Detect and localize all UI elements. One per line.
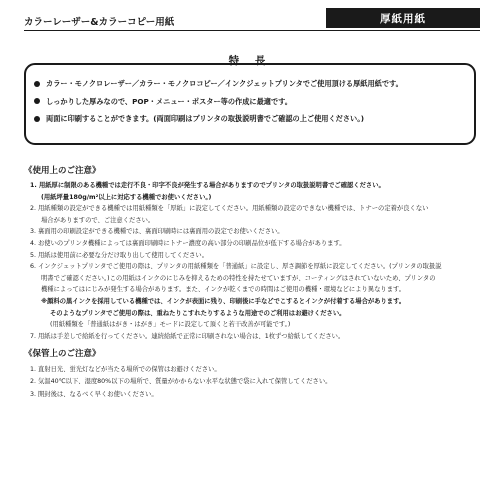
product-type-badge: 厚紙用紙: [326, 8, 480, 28]
header-divider: [24, 30, 480, 31]
storage-list: [30, 364, 480, 401]
caution-line: 場合がありますので、ご注意ください。: [41, 216, 155, 224]
caution-line: ※顔料の黒インクを採用している機種では、インクが表面に残り、印刷後に手などでこするとインクが付着する場合があります。: [41, 297, 406, 305]
caution-line: 6. インクジェットプリンタでご使用の際は、プリンタの用紙種類を「普通紙」に設定し、厚さ調節を厚紙に設定してください。(プリンタの取扱説: [30, 263, 442, 271]
caution-line: (用紙種類を「普通紙はがき・はがき」モードに設定して頂くと若干改善が可能です。): [50, 321, 291, 329]
caution-list: [30, 180, 480, 342]
storage-line: 2. 気温40℃以下、湿度80%以下の場所で、質量がかからない水平な状態で袋に入れて保管してください。: [30, 378, 332, 386]
bullet-icon: [34, 81, 40, 87]
feature-item: [34, 96, 474, 114]
caution-line: 4. お使いのプリンタ機種によっては裏面印刷時にトナー濃度の高い部分の印刷品位が低下する場合があります。: [30, 239, 346, 247]
features-title: 特 長: [228, 55, 272, 67]
caution-line: 明書でご確認ください。)この用紙はインクのにじみを抑えるための特性を持たせていますが、コーティングはされていないため、プリンタの: [41, 274, 436, 282]
storage-line: 3. 開封後は、なるべく早くお使いください。: [30, 390, 158, 398]
storage-section-title: 《保管上のご注意》: [24, 349, 101, 359]
bullet-icon: [34, 98, 40, 104]
feature-text: しっかりした厚みなので、POP・メニュー・ポスター等の作成に最適です。: [46, 96, 292, 106]
caution-line: 2. 用紙種類の設定ができる機種では用紙種類を「厚紙」に設定してください。用紙種類の設定のできない機種では、トナーの定着が良くない: [30, 205, 429, 213]
features-list: [34, 78, 474, 131]
storage-line: 1. 直射日光、蛍光灯などが当たる場所での保管はお避けください。: [30, 366, 221, 373]
caution-line: 機種によってはにじみが発生する場合があります。また、インクが乾くまでの時間はご使用の機種・環境などにより異なります。: [41, 286, 406, 294]
feature-text: 両面に印刷することができます。(両面印刷はプリンタの取扱説明書でご確認の上ご使用ください。): [46, 114, 365, 123]
caution-line: 7. 用紙は手差しで給紙を行ってください。連続給紙で正常に印刷されない場合は、1枚ずつ給紙してください。: [30, 332, 345, 340]
feature-item: [34, 78, 474, 96]
caution-line: 5. 用紙は使用前に必要な分だけ取り出して使用してください。: [30, 251, 209, 259]
caution-line: そのようなプリンタでご使用の際は、重ねたりこすれたりするような用途でのご利用はお避けください。: [50, 309, 346, 317]
caution-line: 1. 用紙厚に制限のある機種では走行不良・印字不良が発生する場合がありますのでプリンタの取扱説明書でご確認ください。: [30, 182, 385, 189]
feature-text: カラー・モノクロレーザー／カラー・モノクロコピー／インクジェットプリンタでご使用頂ける厚紙用紙です。: [46, 79, 403, 88]
caution-section-title: 《使用上のご注意》: [24, 166, 101, 176]
bullet-icon: [34, 116, 40, 122]
caution-line: 3. 裏面用の印刷設定ができる機種では、裏面印刷時には裏面用の設定でお使いください。: [30, 228, 284, 236]
caution-line: (用紙坪量180g/m²以上に対応する機種でお使いください。): [41, 193, 212, 201]
product-series-title: カラーレーザー&カラーコピー用紙: [24, 17, 175, 28]
feature-item: [34, 113, 474, 131]
